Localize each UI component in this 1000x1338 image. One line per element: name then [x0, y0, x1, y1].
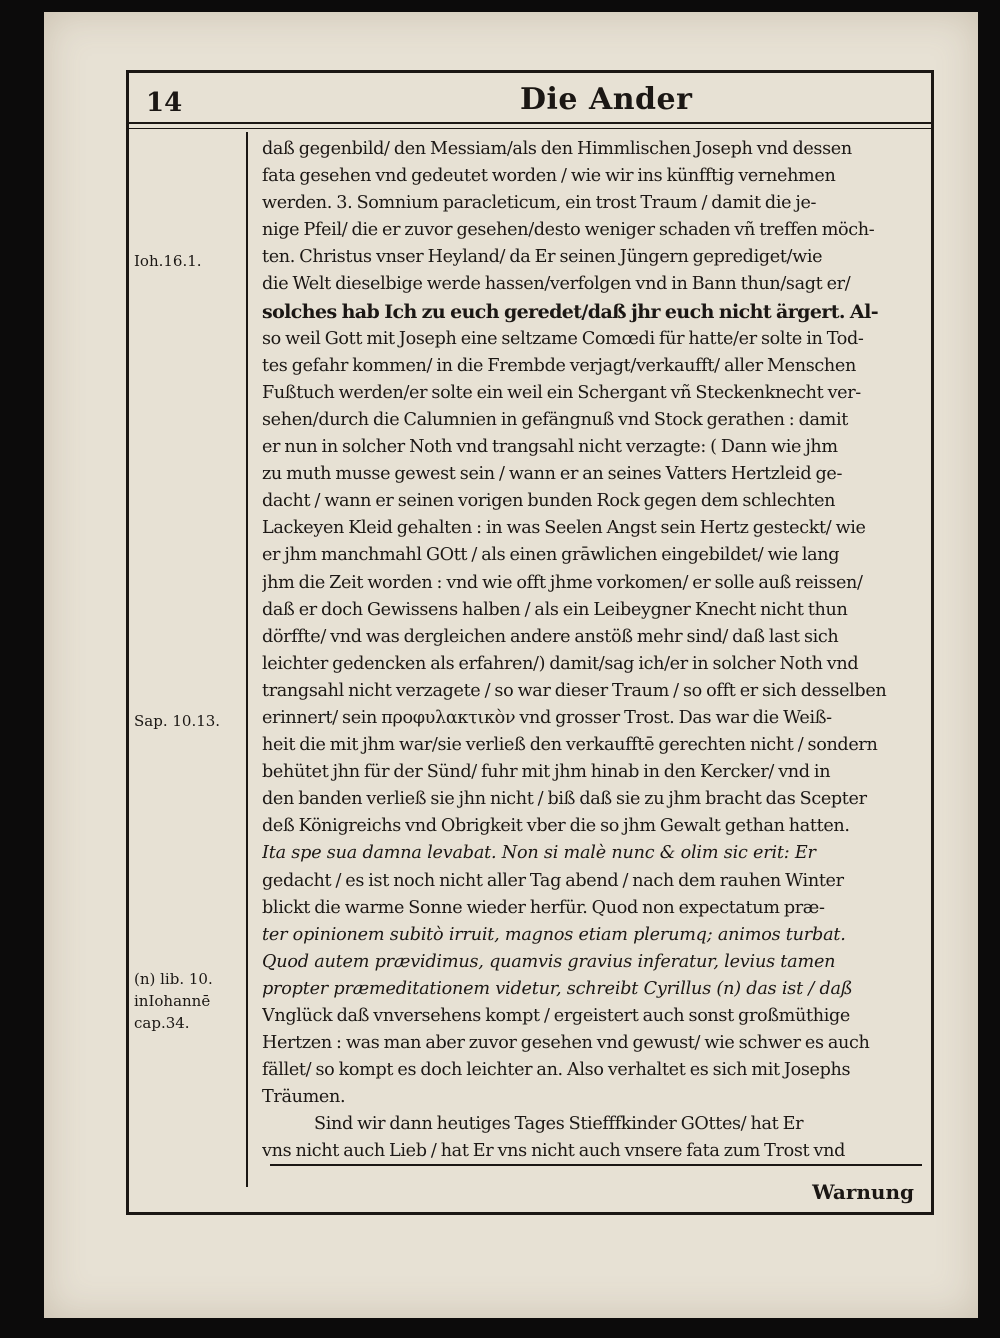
body-line: daß er doch Gewissens halben / als ein Leibeygner Knecht nicht thun [262, 599, 848, 620]
body-line: zu muth musse gewest sein / wann er an seines Vatters Hertzleid ge- [262, 464, 843, 485]
body-line: nige Pfeil/ die er zuvor gesehen/desto weniger schaden vñ treffen möch- [262, 220, 875, 241]
body-line: leichter gedencken als erfahren/) damit/sag ich/er in solcher Noth vnd [262, 653, 859, 674]
body-text [262, 136, 924, 1166]
body-line: propter præmeditationem videtur, schreibt Cyrillus (n) das ist / daß [262, 978, 853, 999]
body-line: dacht / wann er seinen vorigen bunden Rock gegen dem schlechten [262, 491, 836, 512]
body-line: ter opinionem subitò irruit, magnos etiam plerumq; animos turbat. [262, 924, 846, 945]
body-line: Fußtuch werden/er solte ein weil ein Schergant vñ Steckenknecht ver- [262, 382, 861, 403]
body-line: Quod autem prævidimus, quamvis gravius inferatur, levius tamen [262, 951, 836, 972]
body-line: blickt die warme Sonne wieder herfür. Quod non expectatum præ- [262, 897, 825, 918]
body-line: gedacht / es ist noch nicht aller Tag abend / nach dem rauhen Winter [262, 870, 844, 891]
body-line: tes gefahr kommen/ in die Frembde verjagt/verkaufft/ aller Menschen [262, 355, 856, 376]
margin-note-wisdom: Sap. 10.13. [134, 712, 221, 730]
body-line: trangsahl nicht verzagete / so war dieser Traum / so offt er sich desselben [262, 680, 887, 701]
page-number: 14 [146, 88, 183, 118]
body-line: fället/ so kompt es doch leichter an. Also verhaltet es sich mit Josephs [262, 1060, 851, 1081]
header-rule-bottom [128, 128, 932, 129]
body-line: jhm die Zeit worden : vnd wie offt jhme vorkomen/ er solle auß reissen/ [262, 572, 863, 593]
footer-rule [270, 1164, 922, 1166]
body-line: vns nicht auch Lieb / hat Er vns nicht auch vnsere fata zum Trost vnd [262, 1141, 845, 1162]
body-line: Lackeyen Kleid gehalten : in was Seelen Angst sein Hertz gesteckt/ wie [262, 518, 866, 539]
body-line: so weil Gott mit Joseph eine seltzame Comœdi für hatte/er solte in Tod- [262, 328, 864, 349]
catchword: Warnung [812, 1180, 914, 1204]
body-line: erinnert/ sein προφυλακτικὸν vnd grosser Trost. Das war die Weiß- [262, 707, 832, 728]
body-line: daß gegenbild/ den Messiam/als den Himmlischen Joseph vnd dessen [262, 139, 852, 159]
body-line: er nun in solcher Noth vnd trangsahl nicht verzagte: ( Dann wie jhm [262, 437, 838, 458]
body-line: deß Königreichs vnd Obrigkeit vber die so jhm Gewalt gethan hatten. [262, 816, 850, 837]
body-line: Vnglück daß vnversehens kompt / ergeistert auch sonst großmüthige [262, 1006, 850, 1026]
body-line: fata gesehen vnd gedeutet worden / wie wir ins künfftig vernehmen [262, 166, 836, 187]
margin-note-cyrillus: (n) lib. 10. inIohannē cap.34. [134, 970, 213, 1032]
body-line: behütet jhn für der Sünd/ fuhr mit jhm hinab in den Kercker/ vnd in [262, 762, 831, 783]
body-line: werden. 3. Somnium paracleticum, ein trost Traum / damit die je- [262, 193, 817, 214]
header-rule-top [128, 122, 932, 124]
body-line: er jhm manchmahl GOtt / als einen grāwlichen eingebildet/ wie lang [262, 545, 840, 566]
body-line: ten. Christus vnser Heyland/ da Er seinen Jüngern geprediget/wie [262, 247, 823, 268]
body-line: Sind wir dann heutiges Tages Stiefffkinder GOttes/ hat Er [314, 1114, 804, 1135]
body-line: den banden verließ sie jhn nicht / biß daß sie zu jhm bracht das Scepter [262, 789, 867, 810]
margin-column-rule [246, 132, 248, 1187]
body-line: Hertzen : was man aber zuvor gesehen vnd gewust/ wie schwer es auch [262, 1033, 870, 1054]
running-head: Die Ander [520, 82, 693, 117]
body-line: heit die mit jhm war/sie verließ den verkaufftē gerechten nicht / sondern [262, 735, 878, 756]
body-line: Träumen. [262, 1087, 346, 1108]
margin-note-john: Ioh.16.1. [134, 252, 202, 270]
body-line: sehen/durch die Calumnien in gefängnuß vnd Stock gerathen : damit [262, 409, 848, 430]
body-line: die Welt dieselbige werde hassen/verfolgen vnd in Bann thun/sagt er/ [262, 274, 851, 295]
body-line: solches hab Ich zu euch geredet/daß jhr euch nicht ärgert. Al- [262, 300, 878, 323]
body-line: Ita spe sua damna levabat. Non si malè nunc & olim sic erit: Er [262, 843, 816, 864]
body-line: dörffte/ vnd was dergleichen andere anstöß mehr sind/ daß last sich [262, 626, 839, 647]
